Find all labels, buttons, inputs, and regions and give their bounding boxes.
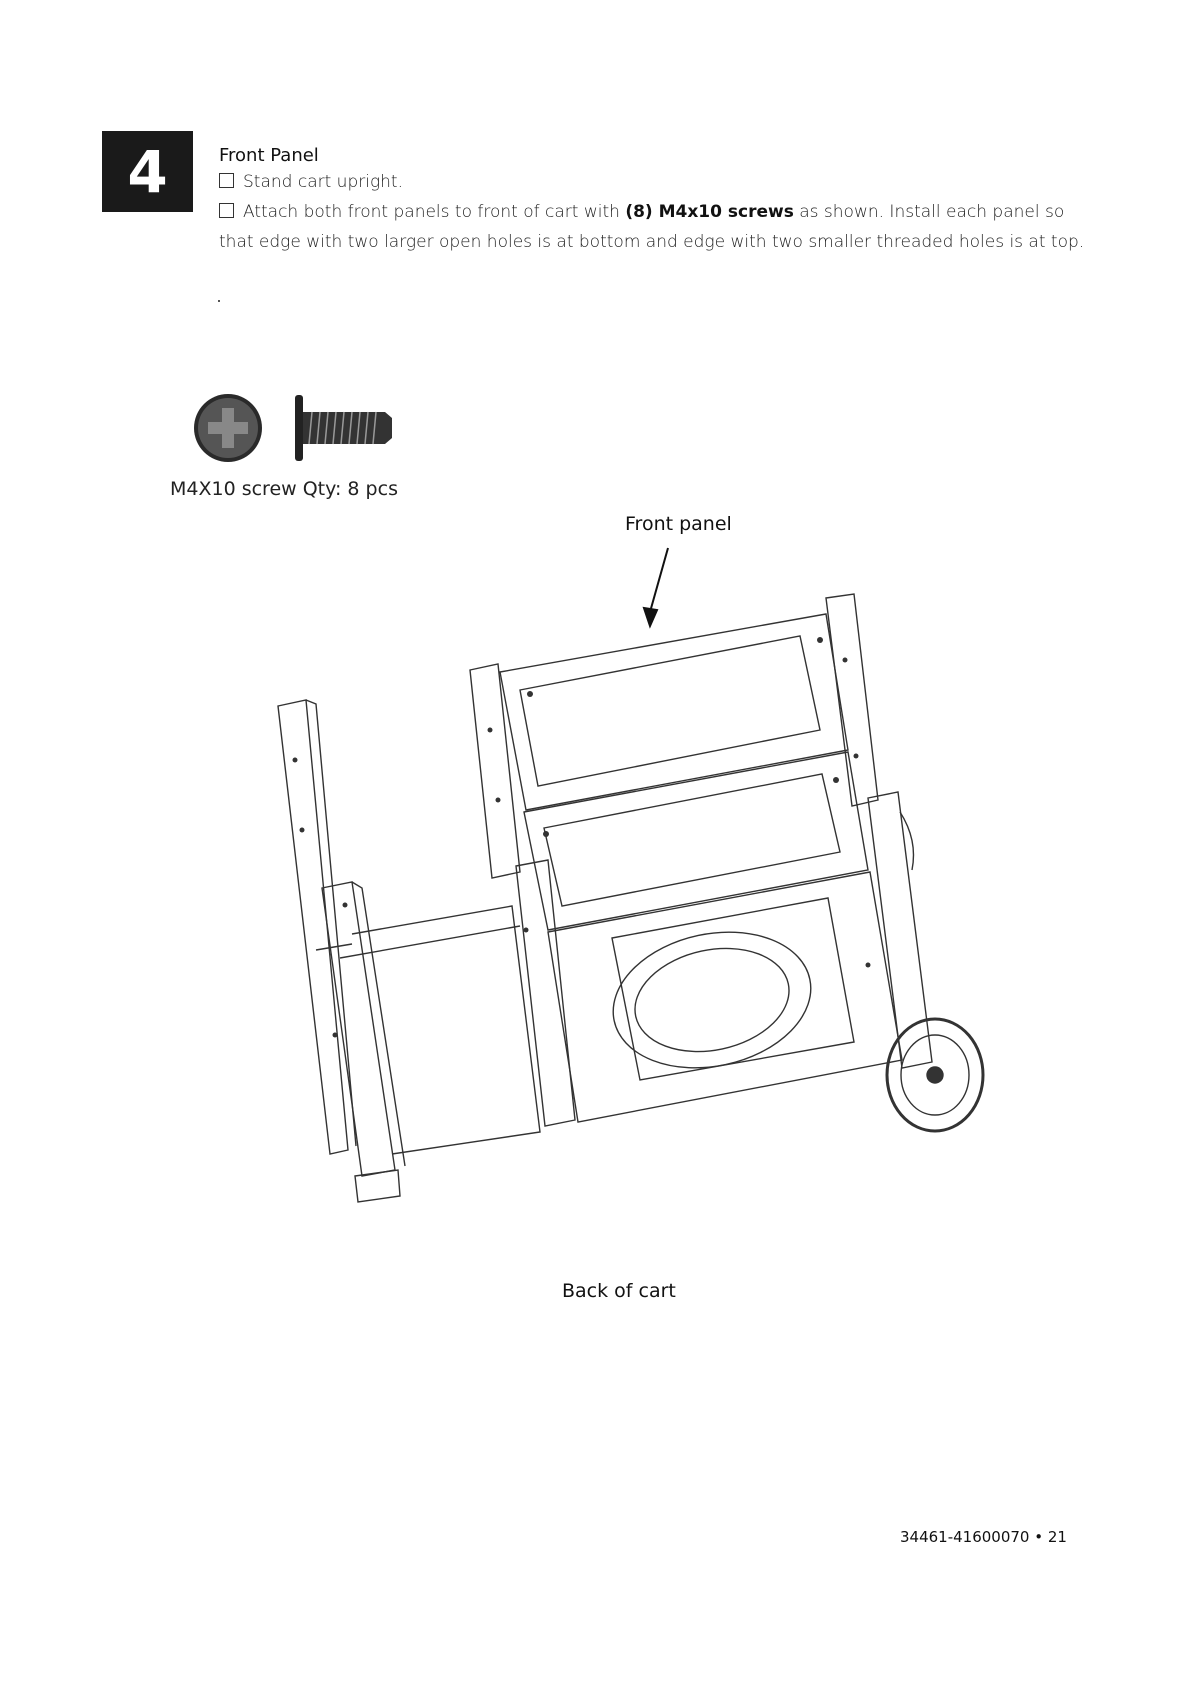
instruction-line-3: that edge with two larger open holes is at bottom and edge with two smaller threaded holes is at top. [219, 232, 1085, 252]
instruction-line-2: Attach both front panels to front of cart with (8) M4x10 screws as shown. Install each panel so [219, 202, 1064, 222]
cart-diagram [278, 594, 983, 1202]
screw-side-icon [295, 395, 392, 461]
hardware-label: M4X10 screw Qty: 8 pcs [170, 478, 398, 500]
screw-spec: (8) M4x10 screws [625, 202, 794, 222]
pointer-arrow [644, 548, 668, 626]
step-number: 4 [127, 137, 168, 206]
back-of-cart-label: Back of cart [562, 1280, 676, 1302]
instruction-line-1: Stand cart upright. [219, 172, 403, 192]
front-panel-label: Front panel [625, 513, 732, 535]
page-number: 34461-41600070 • 21 [900, 1528, 1067, 1546]
screw-head-icon [194, 394, 262, 462]
step-title: Front Panel [219, 145, 319, 166]
